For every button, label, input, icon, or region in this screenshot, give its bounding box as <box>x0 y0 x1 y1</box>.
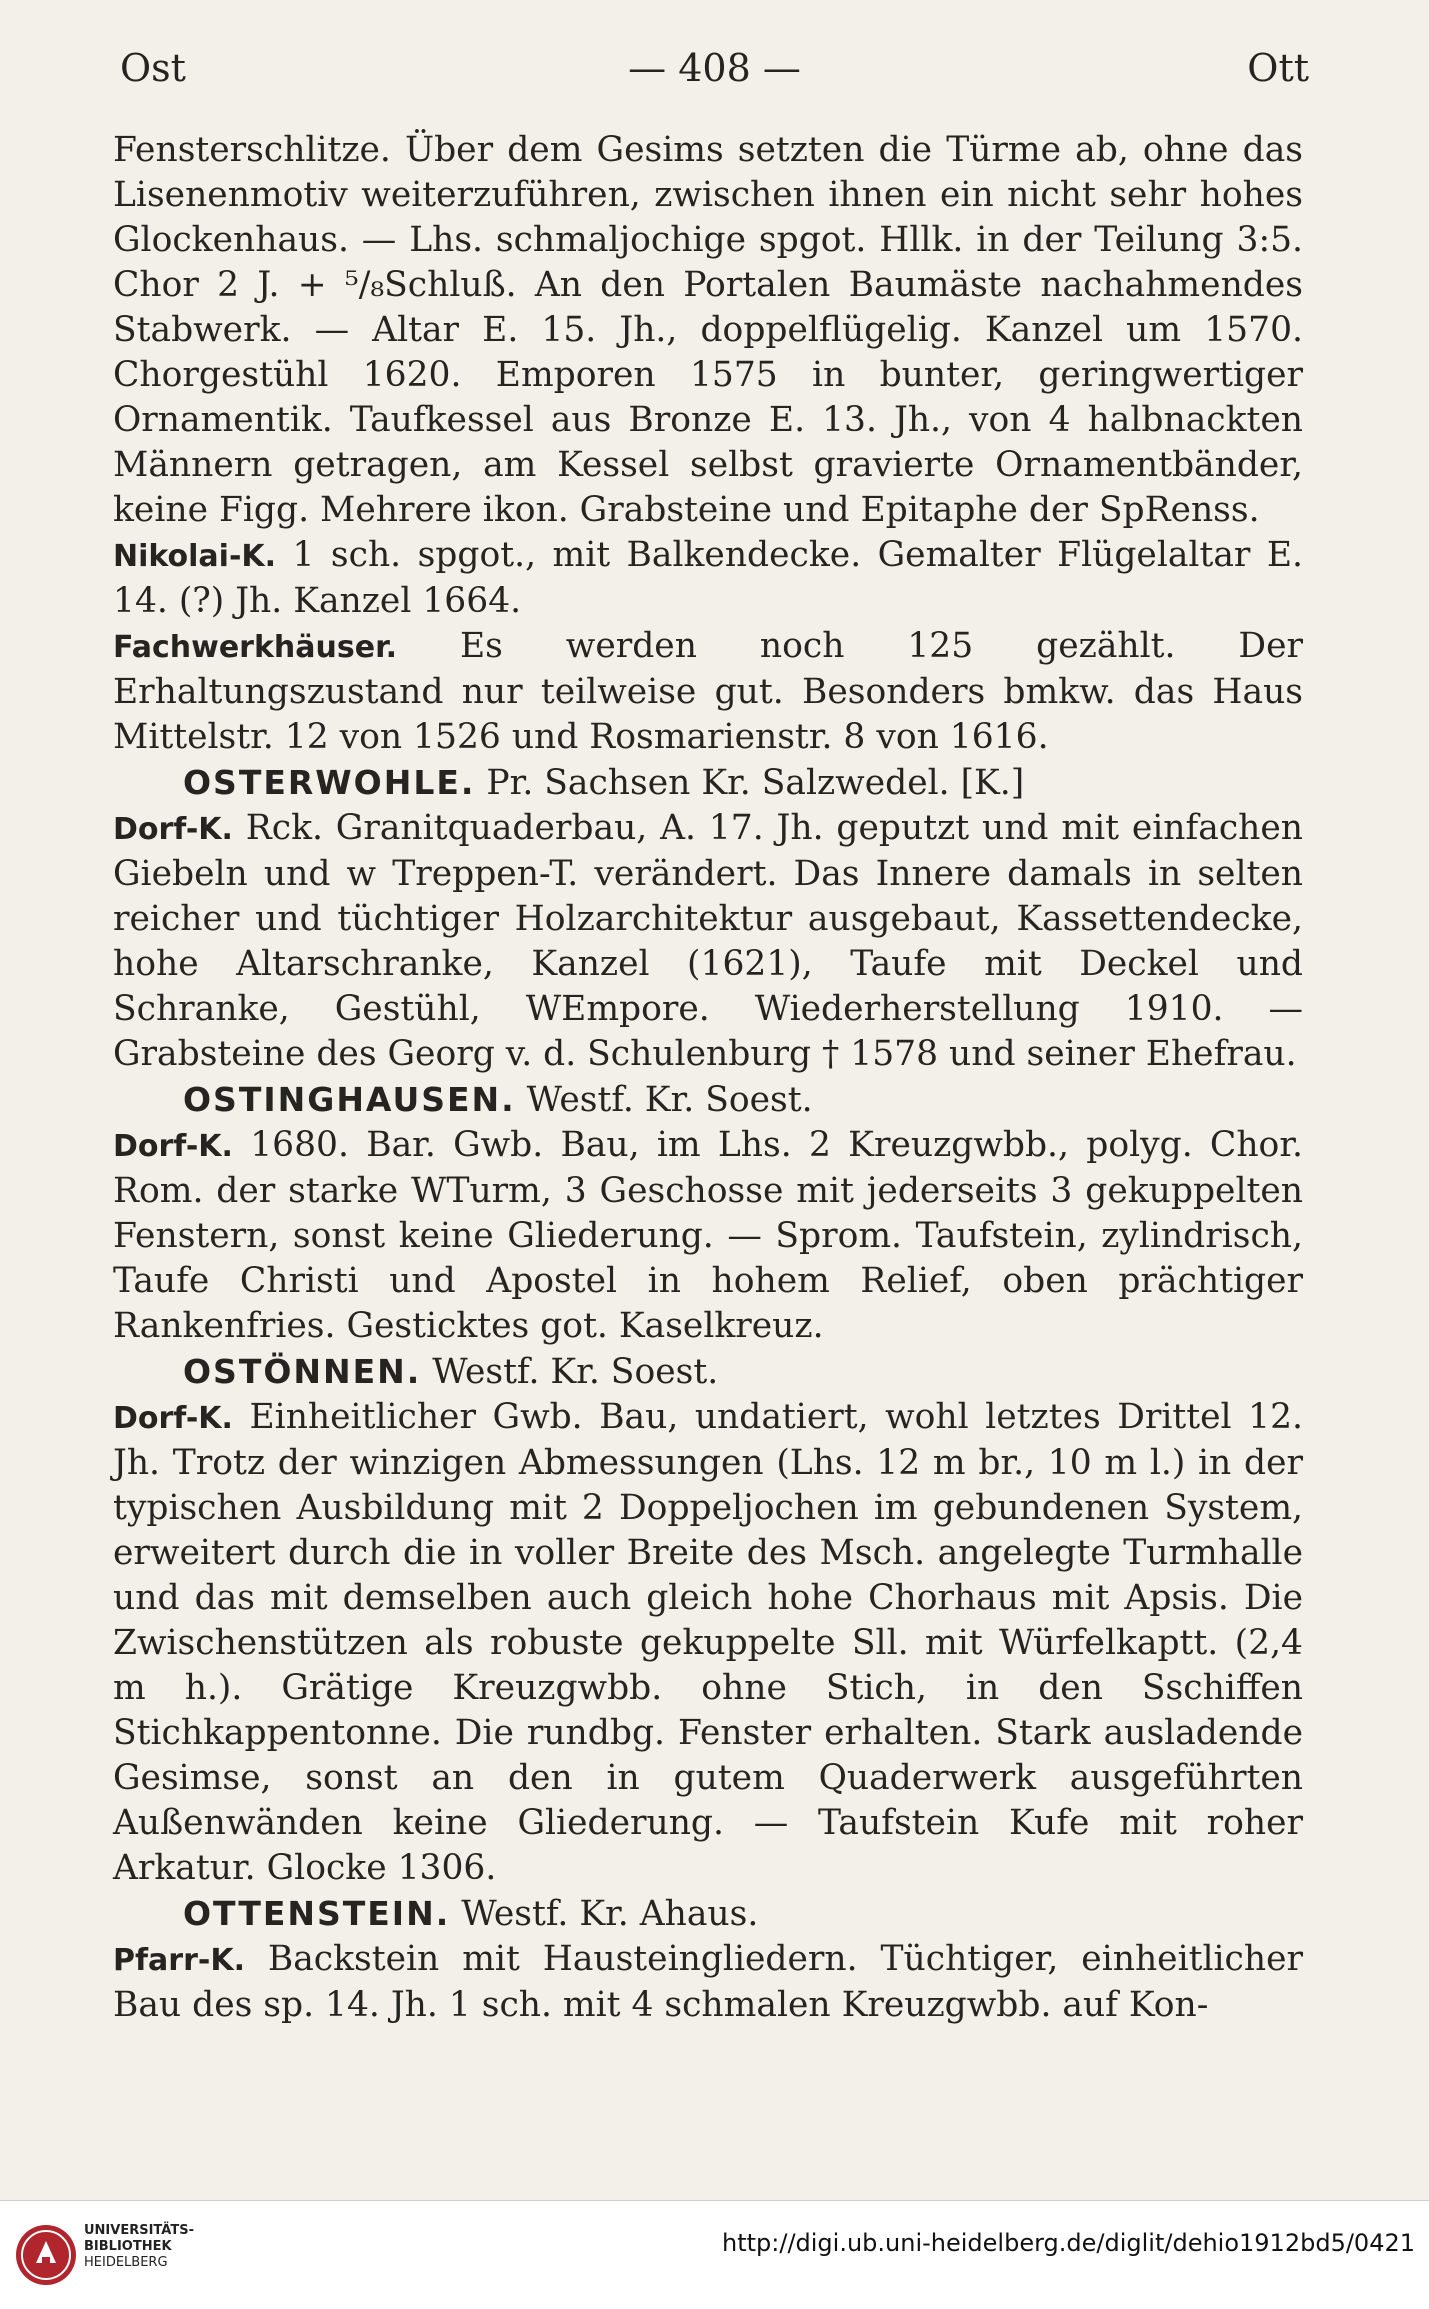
running-header <box>110 46 1319 96</box>
place-region: Westf. Kr. Soest. <box>421 1352 719 1392</box>
place-heading-ottenstein <box>113 1891 1303 1937</box>
entry-nikolai <box>113 533 1303 624</box>
logo-line: HEIDELBERG <box>84 2255 168 2270</box>
entry-text: Es werden noch 125 gezählt. Der Erhaltungszustand nur teilweise gut. Besonders bmkw. das Haus Mittelstr. 12 von 1526 und Rosmarienstr. 8 von 1616. <box>113 626 1303 757</box>
place-name: OSTÖNNEN. <box>183 1352 422 1391</box>
source-url-link[interactable]: http://digi.ub.uni-heidelberg.de/diglit/dehio1912bd5/0421 <box>722 2229 1415 2257</box>
entry-ottenstein <box>113 1937 1303 2028</box>
body-text <box>113 128 1303 2028</box>
entry-fachwerk <box>113 624 1303 760</box>
entry-label: Nikolai-K. <box>113 539 277 574</box>
entry-label: Dorf-K. <box>113 812 233 847</box>
entry-osterwohle <box>113 806 1303 1077</box>
footer-bar <box>0 2200 1429 2309</box>
entry-label: Fachwerkhäuser. <box>113 630 398 665</box>
entry-label: Dorf-K. <box>113 1129 233 1164</box>
entry-ostinghausen <box>113 1123 1303 1349</box>
place-region: Westf. Kr. Ahaus. <box>450 1894 759 1934</box>
place-heading-osterwohle <box>113 760 1303 806</box>
entry-text: Backstein mit Hausteingliedern. Tüchtiger, einheitlicher Bau des sp. 14. Jh. 1 sch. mit 4 schmalen Kreuzgwbb. auf Kon- <box>113 1939 1303 2025</box>
place-heading-ostoennen <box>113 1349 1303 1395</box>
place-name: OSTINGHAUSEN. <box>183 1080 516 1119</box>
header-right: Ott <box>1247 46 1309 90</box>
logo-line: UNIVERSITÄTS- <box>84 2223 194 2238</box>
entry-text: 1 sch. spgot., mit Balkendecke. Gemalter Flügelaltar E. 14. (?) Jh. Kanzel 1664. <box>113 535 1303 621</box>
entry-ostoennen <box>113 1395 1303 1891</box>
page-number: — 408 — <box>628 46 801 90</box>
place-name: OSTERWOHLE. <box>183 763 476 802</box>
entry-label: Pfarr-K. <box>113 1943 245 1978</box>
place-name: OTTENSTEIN. <box>183 1894 451 1933</box>
logo-line: BIBLIOTHEK <box>84 2239 172 2254</box>
place-heading-ostinghausen <box>113 1077 1303 1123</box>
entry-text: Einheitlicher Gwb. Bau, undatiert, wohl letztes Drittel 12. Jh. Trotz der winzigen Abmessungen (Lhs. 12 m br., 10 m l.) in der typischen Ausbildung mit 2 Doppeljochen im gebundenen System, erweitert durch die in voller Breite des Msch. angelegte Turmhalle und das mit demselben auch gleich hohe Chorhaus mit Apsis. Die Zwischenstützen als robuste gekuppelte Sll. mit Würfelkaptt. (2,4 m h.). Grätige Kreuzgwbb. ohne Stich, in den Sschiffen Stichkappentonne. Die rundbg. Fenster erhalten. Stark ausladende Gesimse, sonst an den in gutem Quaderwerk ausgeführten Außenwänden keine Gliederung. — Taufstein Kufe mit roher Arkatur. Glocke 1306. <box>113 1397 1303 1888</box>
entry-text: 1680. Bar. Gwb. Bau, im Lhs. 2 Kreuzgwbb., polyg. Chor. Rom. der starke WTurm, 3 Geschosse mit jederseits 3 gekuppelten Fenstern, sonst keine Gliederung. — Sprom. Taufstein, zylindrisch, Taufe Christi und Apostel in hohem Relief, oben prächtiger Rankenfries. Gesticktes got. Kaselkreuz. <box>113 1125 1303 1346</box>
library-name <box>84 2223 194 2271</box>
entry-label: Dorf-K. <box>113 1401 233 1436</box>
paragraph: Fensterschlitze. Über dem Gesims setzten die Türme ab, ohne das Lisenenmotiv weiterzuführen, zwischen ihnen ein nicht sehr hohes Glockenhaus. — Lhs. schmaljochige spgot. Hllk. in der Teilung 3:5. Chor 2 J. + ⁵/₈Schluß. An den Portalen Baumäste nachahmendes Stabwerk. — Altar E. 15. Jh., doppelflügelig. Kanzel um 1570. Chorgestühl 1620. Emporen 1575 in bunter, geringwertiger Ornamentik. Taufkessel aus Bronze E. 13. Jh., von 4 halbnackten Männern getragen, am Kessel selbst gravierte Ornamentbänder, keine Figg. Mehrere ikon. Grabsteine und Epitaphe der SpRenss. <box>113 130 1303 530</box>
entry-text: Rck. Granitquaderbau, A. 17. Jh. geputzt und mit einfachen Giebeln und w Treppen-T. verändert. Das Innere damals in selten reicher und tüchtiger Holzarchitektur ausgebaut, Kassettendecke, hohe Altarschranke, Kanzel (1621), Taufe mit Deckel und Schranke, Gestühl, WEmpore. Wiederherstellung 1910. — Grabsteine des Georg v. d. Schulenburg † 1578 und seiner Ehefrau. <box>113 808 1303 1074</box>
place-region: Westf. Kr. Soest. <box>515 1080 813 1120</box>
university-seal-icon[interactable] <box>14 2223 78 2287</box>
header-left: Ost <box>120 46 186 90</box>
place-region: Pr. Sachsen Kr. Salzwedel. [K.] <box>475 763 1025 803</box>
